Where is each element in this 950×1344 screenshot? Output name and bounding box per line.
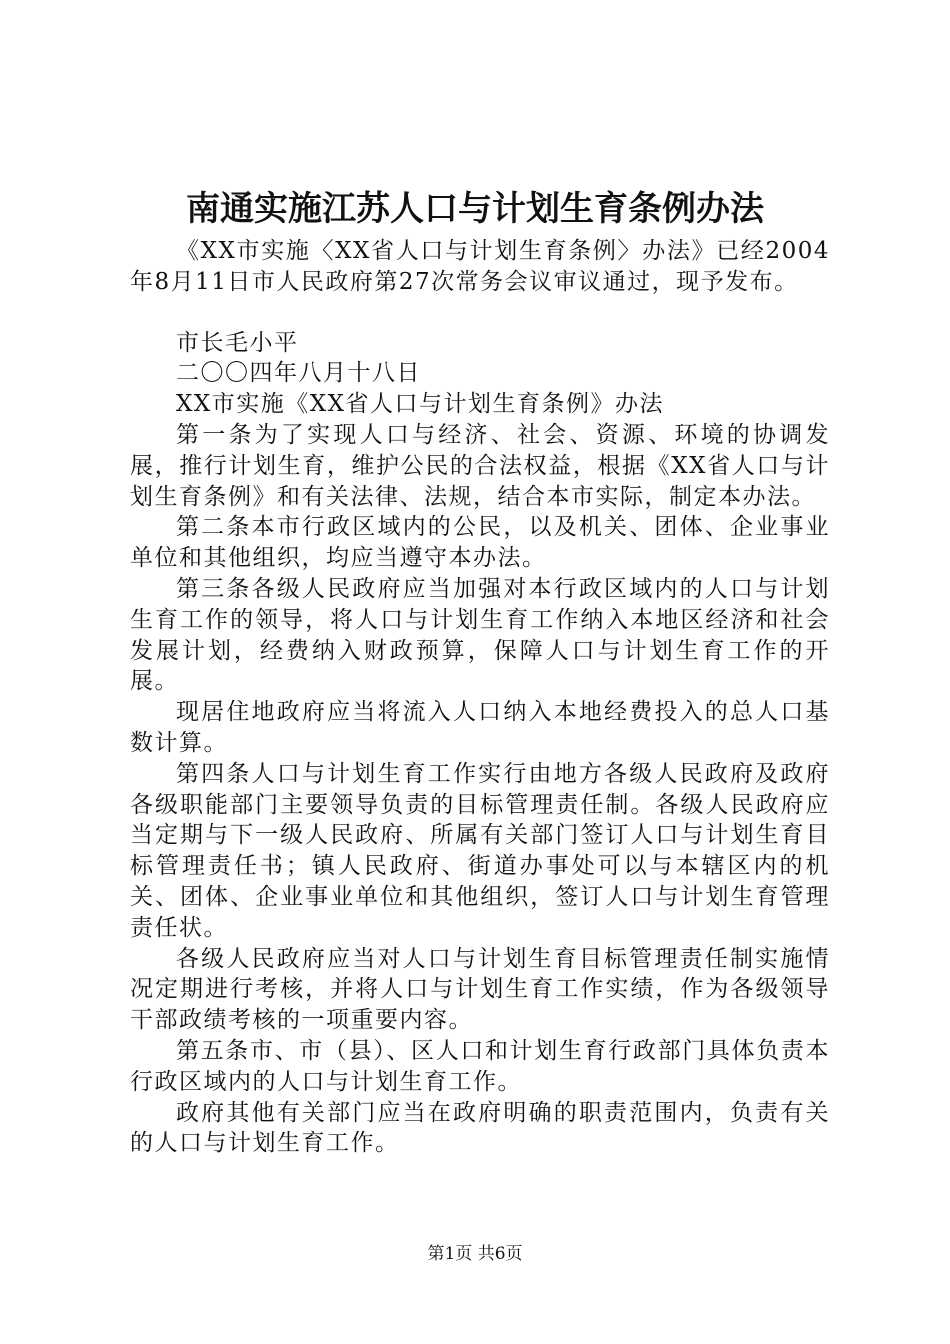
document-title: 南通实施江苏人口与计划生育条例办法: [186, 189, 764, 229]
paragraph-article-3-clause: 现居住地政府应当将流入人口纳入本地经费投入的总人口基数计算。: [130, 699, 830, 756]
paragraph-article-1: 第一条为了实现人口与经济、社会、资源、环境的协调发展，推行计划生育，维护公民的合法权益，根据《XX省人口与计划生育条例》和有关法律、法规，结合本市实际，制定本办法。: [130, 421, 830, 510]
document-body: [130, 236, 830, 1159]
paragraph-preamble: 《XX市实施〈XX省人口与计划生育条例〉办法》已经2004年8月11日市人民政府第27次常务会议审议通过，现予发布。: [130, 238, 830, 295]
page-indicator: 第1页 共6页: [427, 1244, 523, 1264]
paragraph-article-4-clause: 各级人民政府应当对人口与计划生育目标管理责任制实施情况定期进行考核，并将人口与计划生育工作实绩，作为各级领导干部政绩考核的一项重要内容。: [130, 945, 830, 1034]
paragraph-article-4: 第四条人口与计划生育工作实行由地方各级人民政府及政府各级职能部门主要领导负责的目标管理责任制。各级人民政府应当定期与下一级人民政府、所属有关部门签订人口与计划生育目标管理责任书；镇人民政府、街道办事处可以与本辖区内的机关、团体、企业事业单位和其他组织，签订人口与计划生育管理责任状。: [130, 760, 830, 941]
paragraph-signatory: 市长毛小平: [176, 329, 299, 356]
paragraph-date: 二〇〇四年八月十八日: [176, 360, 421, 387]
paragraph-article-2: 第二条本市行政区域内的公民，以及机关、团体、企业事业单位和其他组织，均应当遵守本办法。: [130, 514, 830, 572]
paragraph-article-3: 第三条各级人民政府应当加强对本行政区域内的人口与计划生育工作的领导，将人口与计划生育工作纳入本地区经济和社会发展计划，经费纳入财政预算，保障人口与计划生育工作的开展。: [130, 575, 830, 695]
paragraph-article-5-clause: 政府其他有关部门应当在政府明确的职责范围内，负责有关的人口与计划生育工作。: [130, 1099, 830, 1157]
paragraph-subtitle: XX市实施《XX省人口与计划生育条例》办法: [176, 391, 664, 418]
paragraph-article-5: 第五条市、市（县）、区人口和计划生育行政部门具体负责本行政区域内的人口与计划生育工作。: [130, 1037, 830, 1095]
